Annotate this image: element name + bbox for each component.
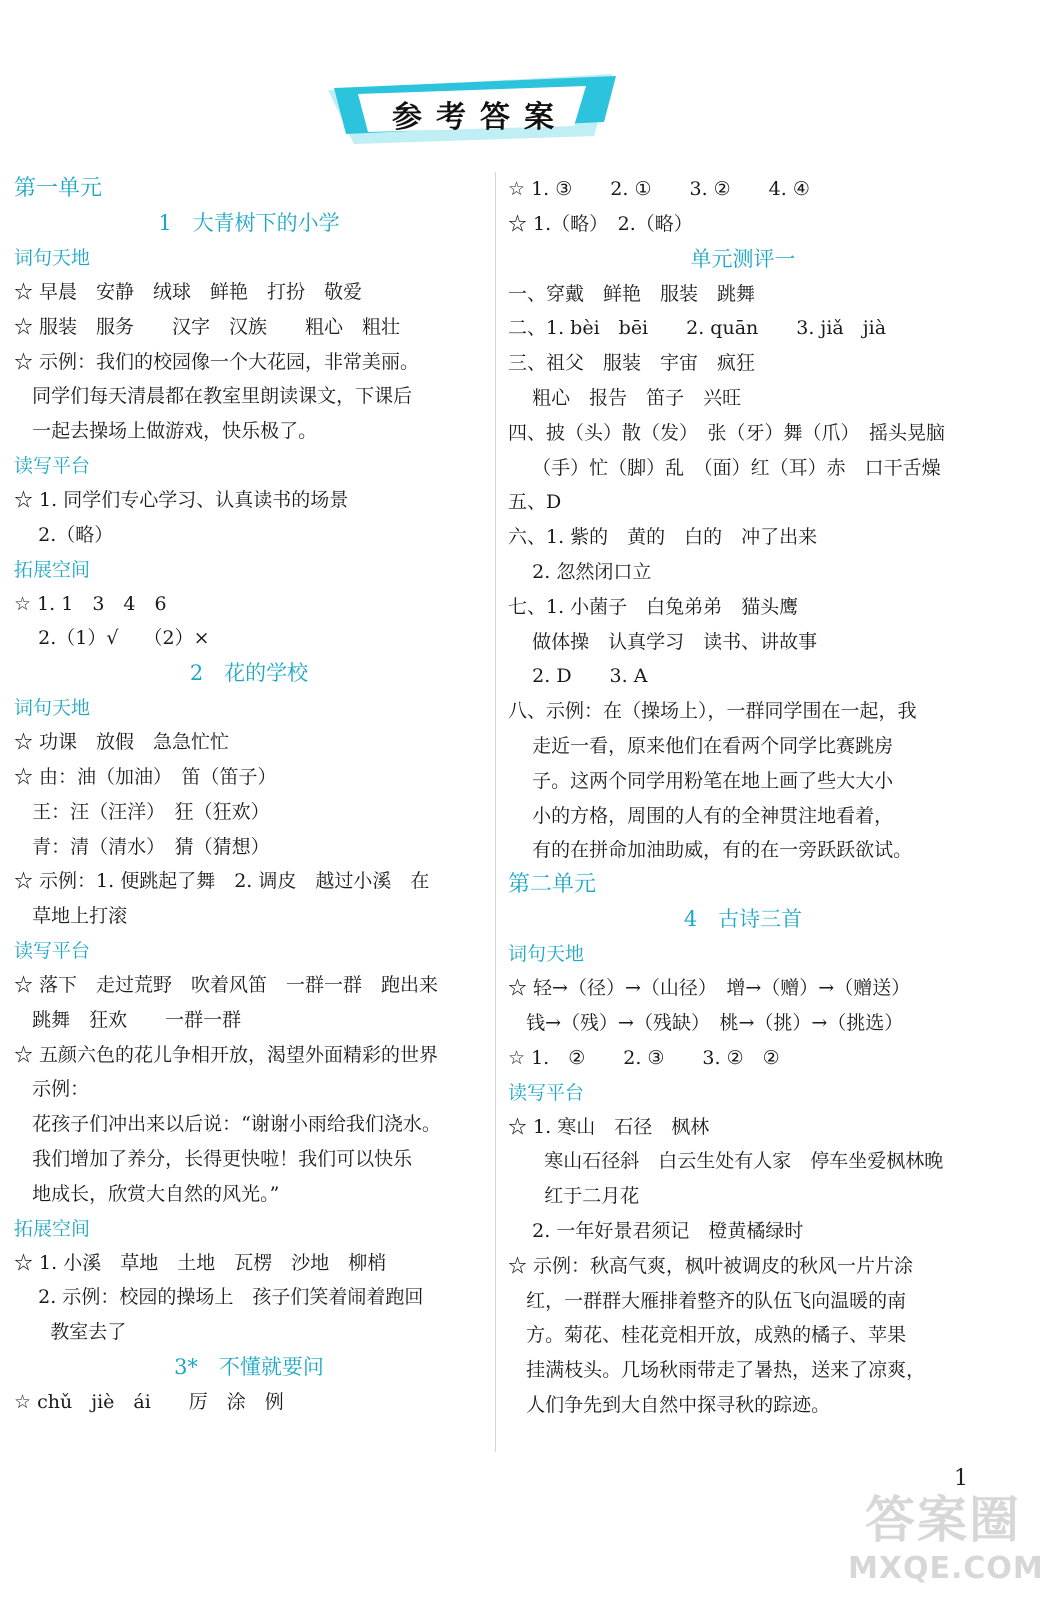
answer-line: （手）忙（脚）乱 （面）红（耳）赤 口干舌燥 xyxy=(508,456,941,479)
lesson-heading: 3* 不懂就要问 xyxy=(174,1354,324,1379)
answer-line: 一起去操场上做游戏，快乐极了。 xyxy=(14,420,318,443)
answer-line: 花孩子们冲出来以后说：“谢谢小雨给我们浇水。 xyxy=(14,1113,441,1136)
section-heading: 读写平台 xyxy=(508,1081,585,1104)
answer-line: 二、1. bèi bēi 2. quān 3. jiǎ jià xyxy=(508,317,887,340)
answer-line: ☆ 1. ③ 2. ① 3. ② 4. ④ xyxy=(508,178,810,200)
answer-line: 八、示例：在（操场上），一群同学围在一起，我 xyxy=(508,700,917,723)
answer-line: 2. 一年好景君须记 橙黄橘绿时 xyxy=(508,1219,804,1242)
answer-line: 小的方格，周围的人有的全神贯注地看着， xyxy=(508,804,894,827)
answer-line: 六、1. 紫的 黄的 白的 冲了出来 xyxy=(508,526,818,549)
answer-line: 走近一看，原来他们在看两个同学比赛跳房 xyxy=(508,734,894,757)
answer-line: 七、1. 小菌子 白兔弟弟 猫头鹰 xyxy=(508,595,799,618)
answer-line: 红于二月花 xyxy=(508,1185,640,1208)
answer-line: 地成长，欣赏大自然的风光。” xyxy=(14,1182,280,1205)
answer-line: 四、披（头）散（发） 张（牙）舞（爪） 摇头晃脑 xyxy=(508,421,946,444)
answer-line: 粗心 报告 笛子 兴旺 xyxy=(508,386,742,409)
column-divider xyxy=(495,172,496,1452)
answer-line: ☆ 1.（略） 2.（略） xyxy=(508,212,693,235)
lesson-heading: 1 大青树下的小学 xyxy=(158,211,340,235)
answer-line: ☆ 1. ② 2. ③ 3. ② ② xyxy=(508,1046,780,1069)
answer-line: 寒山石径斜 白云生处有人家 停车坐爱枫林晚 xyxy=(508,1150,944,1173)
section-heading: 读写平台 xyxy=(14,454,91,477)
answer-line: 2. D 3. A xyxy=(508,665,648,688)
answer-line: ☆ 由：油（加油） 笛（笛子） xyxy=(14,765,277,788)
answer-line: 同学们每天清晨都在教室里朗读课文，下课后 xyxy=(14,385,413,408)
page-title: 参考答案 xyxy=(392,100,568,135)
section-heading: 词句天地 xyxy=(508,943,585,966)
answer-line: ☆ 1. 小溪 草地 土地 瓦楞 沙地 柳梢 xyxy=(14,1251,387,1274)
answer-line: ☆ 早晨 安静 绒球 鲜艳 打扮 敬爱 xyxy=(14,281,363,303)
answer-line: ☆ 示例：秋高气爽，枫叶被调皮的秋风一片片涂 xyxy=(508,1254,914,1277)
answer-line: ☆ 服装 服务 汉字 汉族 粗心 粗壮 xyxy=(14,315,401,338)
section-heading: 拓展空间 xyxy=(14,558,91,581)
answer-line: 做体操 认真学习 读书、讲故事 xyxy=(508,630,818,653)
watermark-text: 答案圈 xyxy=(865,1491,1021,1549)
answer-line: 一、穿戴 鲜艳 服装 跳舞 xyxy=(508,282,756,305)
lesson-heading: 单元测评一 xyxy=(690,246,796,271)
watermark-url: MXQE.COM xyxy=(848,1551,1044,1586)
answer-line: 子。这两个同学用粉笔在地上画了些大大小 xyxy=(508,769,894,792)
answer-line: 跳舞 狂欢 一群一群 xyxy=(14,1008,242,1031)
left-column xyxy=(14,172,484,1420)
answer-line: ☆ 落下 走过荒野 吹着风笛 一群一群 跑出来 xyxy=(14,973,439,996)
lesson-heading: 4 古诗三首 xyxy=(683,907,803,932)
answer-line: ☆ chǔ jiè ái 厉 涂 例 xyxy=(14,1390,284,1413)
answer-line: 2. 忽然闭口立 xyxy=(508,560,652,583)
section-heading: 词句天地 xyxy=(14,697,91,720)
answer-line: 王：汪（汪洋） 狂（狂欢） xyxy=(14,800,270,823)
answer-line: 草地上打滚 xyxy=(14,905,128,928)
answer-line: ☆ 1. 同学们专心学习、认真读书的场景 xyxy=(14,488,349,511)
answer-line: 五、D xyxy=(508,491,562,514)
answer-line: 2.（略） xyxy=(14,523,114,546)
unit-heading: 第二单元 xyxy=(508,872,597,898)
section-heading: 词句天地 xyxy=(14,247,91,269)
answer-line: 示例： xyxy=(14,1078,90,1101)
answer-line: 我们增加了养分，长得更快啦！我们可以快乐 xyxy=(14,1147,413,1170)
answer-line: 挂满枝头。几场秋雨带走了暑热，送来了凉爽， xyxy=(508,1359,926,1382)
answer-line: 三、祖父 服装 宇宙 疯狂 xyxy=(508,352,756,375)
answer-line: ☆ 轻→（径）→（山径） 增→（赠）→（赠送） xyxy=(508,977,911,1000)
section-heading: 读写平台 xyxy=(14,939,91,962)
section-heading: 拓展空间 xyxy=(14,1217,91,1240)
watermark-logo xyxy=(848,1488,1044,1594)
answer-line: 方。菊花、桂花竞相开放，成熟的橘子、苹果 xyxy=(508,1324,907,1347)
answer-line: ☆ 五颜六色的花儿争相开放，渴望外面精彩的世界 xyxy=(14,1043,439,1066)
answer-line: 人们争先到大自然中探寻秋的踪迹。 xyxy=(508,1393,831,1416)
unit-heading: 第一单元 xyxy=(14,176,103,201)
lesson-heading: 2 花的学校 xyxy=(189,661,309,686)
answer-line: 2.（1）√ （2）× xyxy=(14,627,210,650)
answer-line: ☆ 1. 1 3 4 6 xyxy=(14,592,167,615)
answer-line: 红，一群群大雁排着整齐的队伍飞向温暖的南 xyxy=(508,1289,907,1312)
right-column xyxy=(508,172,978,1423)
answer-line: ☆ 功课 放假 急急忙忙 xyxy=(14,731,230,754)
answer-line: ☆ 1. 寒山 石径 枫林 xyxy=(508,1115,710,1138)
answer-line: 2. 示例：校园的操场上 孩子们笑着闹着跑回 xyxy=(14,1286,424,1309)
answer-line: 教室去了 xyxy=(14,1321,127,1344)
answer-line: 青：清（清水） 猜（猜想） xyxy=(14,835,270,858)
answer-line: 钱→（残）→（残缺） 桃→（挑）→（挑选） xyxy=(508,1011,904,1034)
answer-line: ☆ 示例：1. 便跳起了舞 2. 调皮 越过小溪 在 xyxy=(14,870,430,893)
page-number: 1 xyxy=(954,1466,968,1491)
answer-line: ☆ 示例：我们的校园像一个大花园，非常美丽。 xyxy=(14,350,420,373)
answer-line: 有的在拼命加油助威，有的在一旁跃跃欲试。 xyxy=(508,839,913,862)
